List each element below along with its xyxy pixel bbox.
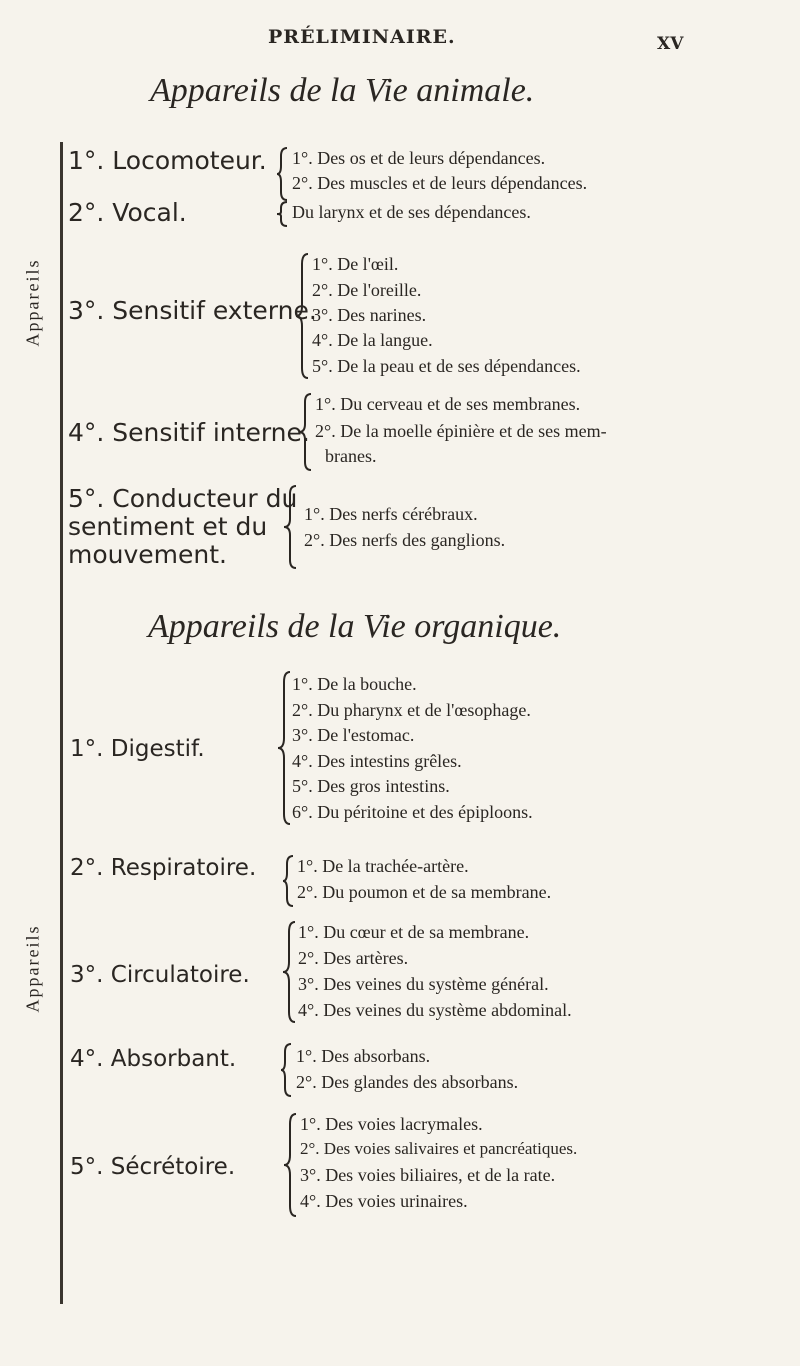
item: 3°. Des voies biliaires, et de la rate. <box>300 1165 556 1185</box>
item: 4°. De la langue. <box>312 330 433 350</box>
item: 2°. De la moelle épinière et de ses mem- <box>315 421 607 441</box>
organic-group-absorbant: 4°. Absorbant. <box>70 1046 237 1072</box>
brace-sensitif-externe <box>298 254 310 378</box>
animal-group-conducteur-line3: mouvement. <box>68 540 227 569</box>
brace-absorbant <box>283 1044 293 1096</box>
organic-side-label: Appareils <box>22 924 43 1013</box>
organic-group-respiratoire: 2°. Respiratoire. <box>70 855 257 881</box>
brace-secretoire <box>286 1114 298 1216</box>
item: 3°. De l'estomac. <box>292 725 415 745</box>
item: 2°. Des nerfs des ganglions. <box>304 530 506 550</box>
item: 2°. De l'oreille. <box>312 280 422 300</box>
item: branes. <box>325 446 377 466</box>
animal-title: Appareils de la Vie animale. <box>150 72 535 109</box>
item: 2°. Des voies salivaires et pancréatiques. <box>300 1139 578 1158</box>
item: Du larynx et de ses dépendances. <box>292 202 531 222</box>
item: 1°. Des nerfs cérébraux. <box>304 504 478 524</box>
item: 2°. Du poumon et de sa membrane. <box>297 882 552 902</box>
brace-digestif <box>280 672 292 824</box>
item: 1°. Du cœur et de sa membrane. <box>298 922 530 942</box>
page-number: XV <box>657 34 684 54</box>
organic-outer-brace <box>60 664 63 1304</box>
brace-conducteur <box>286 486 298 568</box>
animal-side-label: Appareils <box>22 258 43 347</box>
item: 1°. Des voies lacrymales. <box>300 1114 483 1134</box>
brace-vocal <box>279 202 289 226</box>
item: 2°. Des artères. <box>298 948 409 968</box>
item: 1°. De la trachée-artère. <box>297 856 469 876</box>
item: 5°. De la peau et de ses dépendances. <box>312 356 581 376</box>
item: 2°. Des glandes des absorbans. <box>296 1072 519 1092</box>
organic-group-digestif: 1°. Digestif. <box>70 736 205 762</box>
item: 6°. Du péritoine et des épiploons. <box>292 802 533 822</box>
item: 3°. Des narines. <box>312 305 427 325</box>
animal-group-locomoteur: 1°. Locomoteur. <box>68 146 267 175</box>
brace-circulatoire <box>285 922 297 1022</box>
brace-sensitif-interne <box>301 394 313 470</box>
item: 3°. Des veines du système général. <box>298 974 549 994</box>
item: 2°. Des muscles et de leurs dépendances. <box>292 173 588 193</box>
organic-group-secretoire: 5°. Sécrétoire. <box>70 1154 236 1180</box>
item: 1°. Des absorbans. <box>296 1046 431 1066</box>
item: 4°. Des voies urinaires. <box>300 1191 468 1211</box>
organic-title: Appareils de la Vie organique. <box>148 608 562 645</box>
brace-respiratoire <box>285 856 295 906</box>
animal-group-vocal: 2°. Vocal. <box>68 198 187 227</box>
item: 5°. Des gros intestins. <box>292 776 450 796</box>
item: 1°. Des os et de leurs dépendances. <box>292 148 546 168</box>
item: 1°. Du cerveau et de ses membranes. <box>315 394 581 414</box>
running-head: PRÉLIMINAIRE. <box>268 26 456 48</box>
item: 2°. Du pharynx et de l'œsophage. <box>292 700 531 720</box>
animal-group-sensitif-interne: 4°. Sensitif interne. <box>68 418 310 447</box>
item: 4°. Des intestins grêles. <box>292 751 462 771</box>
animal-group-conducteur-line2: sentiment et du <box>68 512 268 541</box>
brace-locomoteur <box>279 148 289 200</box>
item: 1°. De l'œil. <box>312 254 399 274</box>
animal-group-conducteur: 5°. Conducteur du <box>68 484 298 513</box>
item: 4°. Des veines du système abdominal. <box>298 1000 572 1020</box>
animal-group-sensitif-externe: 3°. Sensitif externe. <box>68 296 317 325</box>
item: 1°. De la bouche. <box>292 674 417 694</box>
organic-group-circulatoire: 3°. Circulatoire. <box>70 962 250 988</box>
